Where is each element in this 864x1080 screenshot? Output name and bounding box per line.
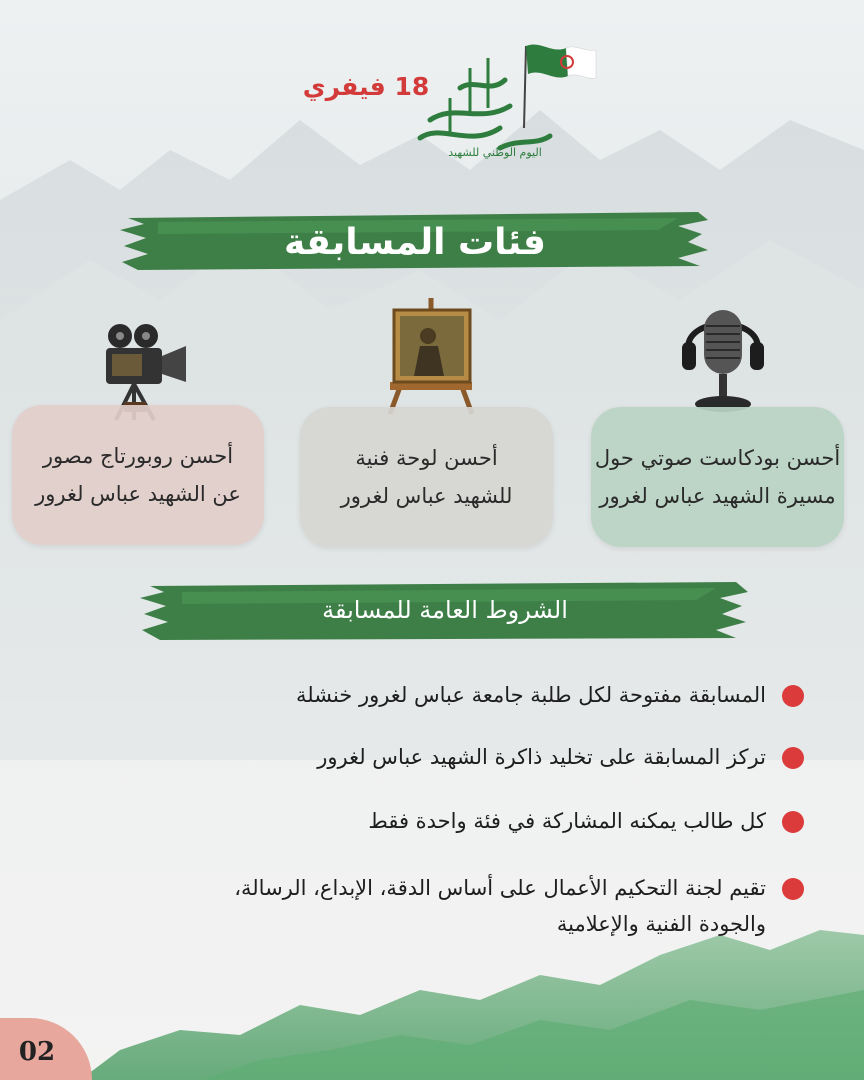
rule-item <box>64 677 804 713</box>
algeria-flag-icon <box>524 44 596 128</box>
category-card-reportage <box>12 405 264 545</box>
bullet-dot-icon <box>782 878 804 900</box>
category-card-painting <box>300 407 553 547</box>
category-painting-line2: للشهيد عباس لغرور <box>340 484 513 508</box>
category-podcast-line1: أحسن بودكاست صوتي حول <box>594 446 841 470</box>
svg-text:اليوم الوطني للشهيد: اليوم الوطني للشهيد <box>448 146 542 159</box>
page-number: 02 <box>0 1018 92 1080</box>
category-reportage-line2: عن الشهيد عباس لغرور <box>35 482 241 506</box>
rules-title: الشروط العامة للمسابقة <box>322 596 568 624</box>
rule-text: كل طالب يمكنه المشاركة في فئة واحدة فقط <box>368 809 766 833</box>
rule-text: المسابقة مفتوحة لكل طلبة جامعة عباس لغرور خنشلة <box>296 683 766 707</box>
rule-text <box>234 870 766 942</box>
rule-item <box>64 870 804 942</box>
rule-item <box>64 739 804 775</box>
category-painting-line1: أحسن لوحة فنية <box>355 446 498 470</box>
date-label: 18 فيفري <box>302 72 430 101</box>
bullet-dot-icon <box>782 747 804 769</box>
bullet-dot-icon <box>782 685 804 707</box>
categories-title: فئات المسابقة <box>284 222 546 263</box>
category-podcast-line2: مسيرة الشهيد عباس لغرور <box>599 484 836 508</box>
rule-text: تركز المسابقة على تخليد ذاكرة الشهيد عباس لغرور <box>317 745 766 769</box>
bullet-dot-icon <box>782 811 804 833</box>
rule-text-line1: تقيم لجنة التحكيم الأعمال على أساس الدقة، الإبداع، الرسالة، <box>234 876 766 900</box>
category-card-podcast <box>591 407 844 547</box>
category-reportage-line1: أحسن روبورتاج مصور <box>42 444 234 468</box>
painting-easel-icon <box>384 296 478 416</box>
microphone-icon <box>680 296 766 414</box>
rule-text-line2: والجودة الفنية والإعلامية <box>556 912 766 936</box>
rule-item <box>64 803 804 839</box>
